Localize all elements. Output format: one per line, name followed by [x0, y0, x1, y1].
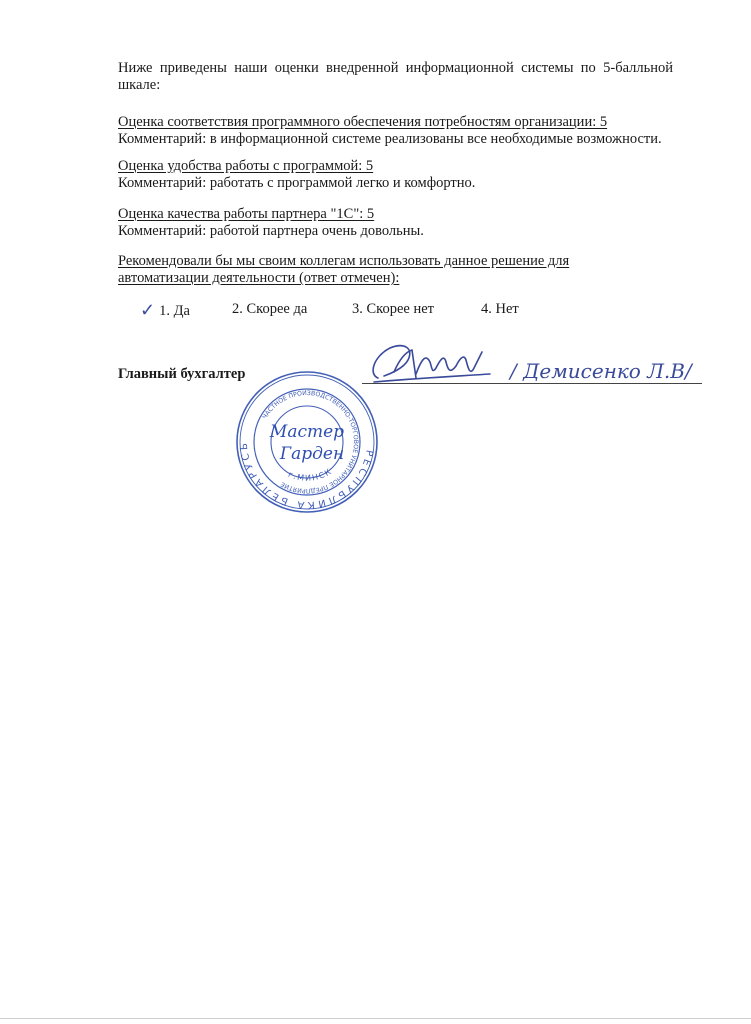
stamp-name-line1: Мастер: [269, 422, 345, 442]
section-usability: [118, 158, 678, 192]
stamp-inner-text: ЧАСТНОЕ ПРОИЗВОДСТВЕННО-ТОРГОВОЕ УНИТАРНОЕ ПРЕДПРИЯТИЕ: [261, 389, 360, 495]
section-recommendation: [118, 253, 663, 287]
svg-text:г.МИНСК: [287, 466, 334, 482]
answer-label: 1. Да: [159, 303, 190, 319]
section-partner-quality: [118, 206, 678, 240]
answer-option-yes: [140, 301, 190, 320]
section-software-fit: [118, 114, 678, 148]
scan-edge-line: [0, 1018, 751, 1019]
intro-paragraph: Ниже приведены наши оценки внедренной информационной системы по 5-балльной шкале:: [118, 60, 673, 93]
section-comment: Комментарий: в информационной системе реализованы все необходимые возможности.: [118, 131, 662, 147]
signer-role: Главный бухгалтер: [118, 366, 246, 382]
answer-option-rather-no: [352, 301, 434, 318]
section-comment: Комментарий: работать с программой легко и комфортно.: [118, 175, 476, 191]
section-heading: Оценка соответствия программного обеспечения потребностям организации: 5: [118, 114, 608, 130]
recommend-question: Рекомендовали бы мы своим коллегам использовать данное решение для автоматизации деятельности (ответ отмечен):: [118, 253, 570, 286]
section-heading: Оценка удобства работы с программой: 5: [118, 158, 374, 174]
stamp-outer-text: РЕСПУБЛИКА БЕЛАРУСЬ: [238, 439, 375, 511]
section-comment: Комментарий: работой партнера очень довольны.: [118, 223, 424, 239]
company-stamp: [232, 367, 382, 517]
stamp-city: г.МИНСК: [286, 466, 334, 483]
answer-label: 2. Скорее да: [232, 301, 308, 317]
check-mark-icon: ✓: [140, 300, 156, 320]
answer-option-rather-yes: [232, 301, 307, 318]
handwritten-name: / Демисенко Л.В/: [510, 359, 692, 383]
handwritten-signature: [360, 338, 705, 388]
answer-label: 3. Скорее нет: [352, 301, 435, 317]
answer-label: 4. Нет: [481, 301, 519, 317]
section-heading: Оценка качества работы партнера "1С": 5: [118, 206, 375, 222]
stamp-name-line2: Гарден: [279, 444, 345, 464]
answer-option-no: [481, 301, 519, 318]
